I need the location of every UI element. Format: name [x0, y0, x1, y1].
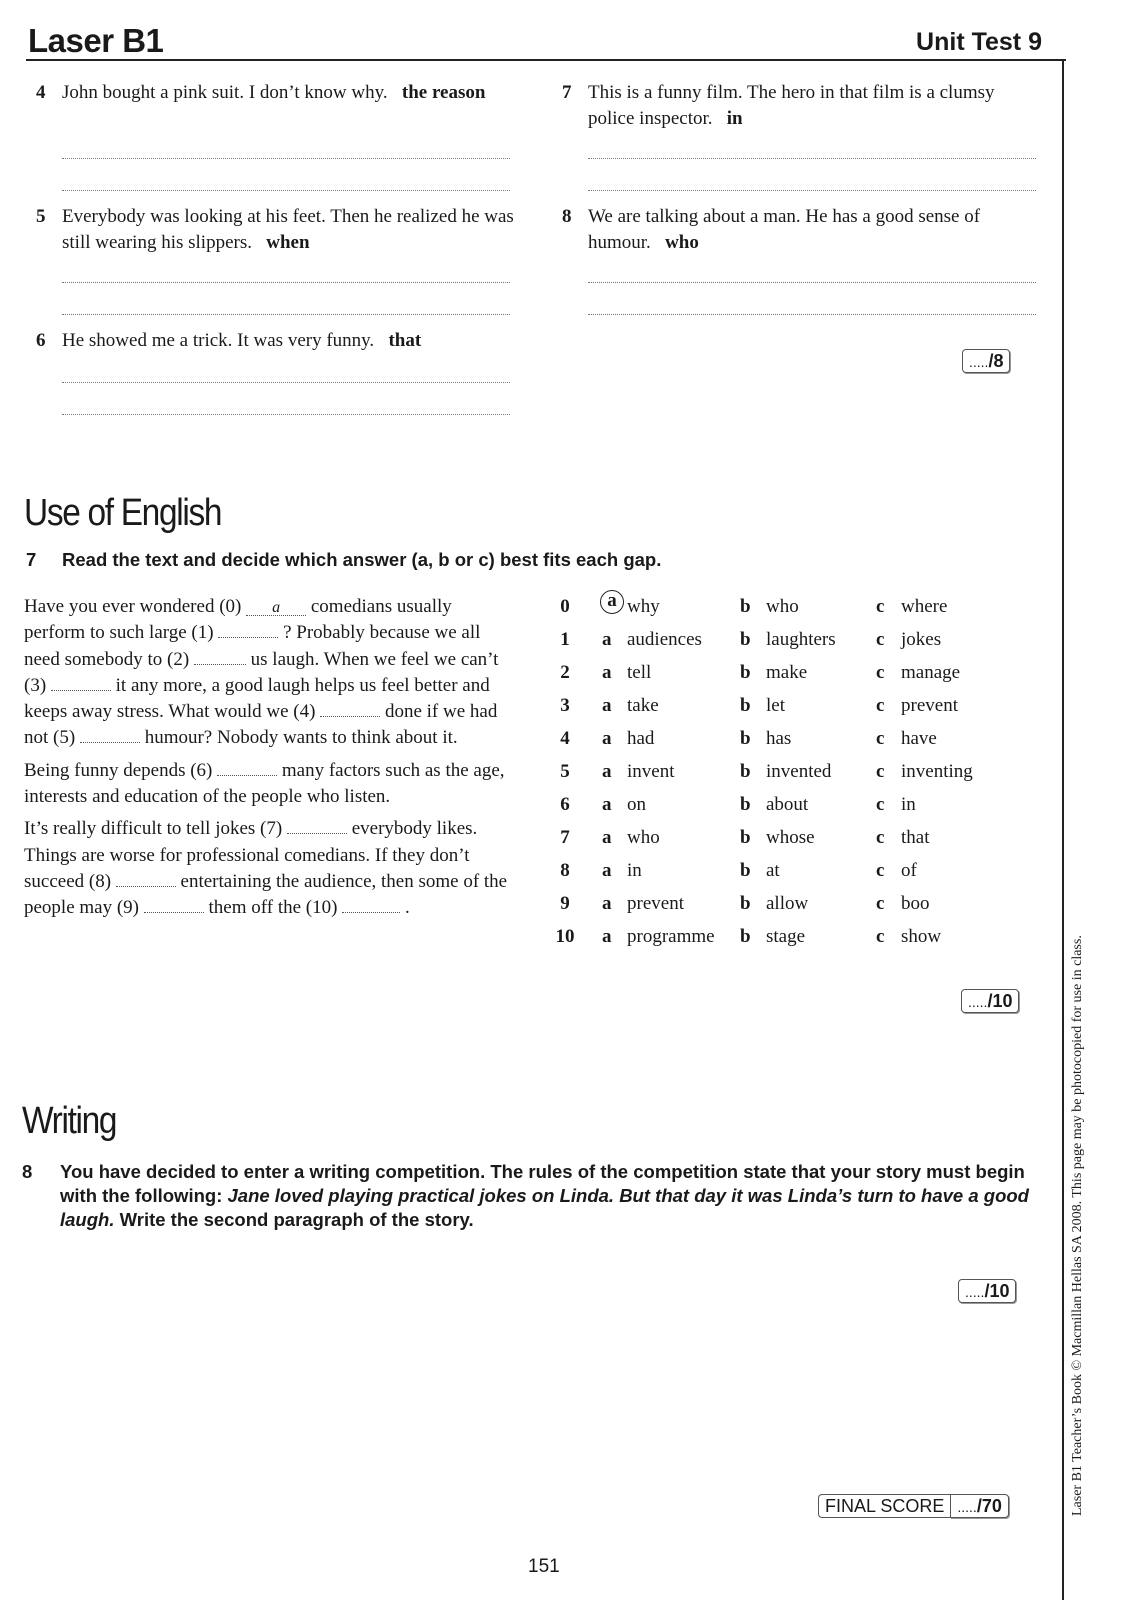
- option-3-b[interactable]: let: [766, 695, 785, 716]
- option-5-c[interactable]: inventing: [901, 761, 973, 782]
- answer-line[interactable]: [588, 190, 1036, 191]
- option-10-c[interactable]: show: [901, 926, 942, 947]
- option-3-c[interactable]: prevent: [901, 695, 958, 716]
- option-7-a[interactable]: who: [627, 827, 660, 848]
- answer-line[interactable]: [588, 158, 1036, 159]
- transform-item-8: 8 We are talking about a man. He has a good sense of humour. who: [562, 206, 981, 253]
- gap-6[interactable]: [217, 761, 277, 776]
- option-8-a[interactable]: in: [627, 860, 642, 881]
- option-8-b[interactable]: at: [766, 860, 780, 881]
- copyright-side-text: Laser B1 Teacher’s Book © Macmillan Hellas SA 2008. This page may be photocopied for use in class.: [1070, 935, 1085, 1516]
- transform-item-5: 5 Everybody was looking at his feet. Then he realized he was still wearing his slippers. when: [36, 206, 514, 253]
- option-4-b[interactable]: has: [766, 728, 792, 749]
- option-0-a[interactable]: why: [627, 596, 660, 617]
- header-rule: [26, 59, 1066, 61]
- circled-answer-a: a: [600, 590, 624, 614]
- option-10-a[interactable]: programme: [627, 926, 715, 947]
- option-0-c[interactable]: where: [901, 596, 948, 617]
- cloze-paragraph-1: Have you ever wondered (0) a comedians usually perform to such large (1) ? Probably because we all need somebody to (2) us laugh. When we feel we can’t (3) it any more, a good laugh helps us feel better and keeps away stress. What would we (4) done if we had not (5) humour? Nobody wants to think about it.: [24, 596, 499, 749]
- section-title-writing: Writing: [22, 1100, 117, 1142]
- transform-item-7: 7 This is a funny film. The hero in that film is a clumsy police inspector. in: [562, 82, 995, 129]
- option-5-b[interactable]: invented: [766, 761, 832, 782]
- option-1-b[interactable]: laughters: [766, 629, 836, 650]
- option-4-c[interactable]: have: [901, 728, 937, 749]
- option-4-a[interactable]: had: [627, 728, 655, 749]
- gap-2[interactable]: [194, 650, 246, 665]
- option-6-b[interactable]: about: [766, 794, 809, 815]
- option-7-c[interactable]: that: [901, 827, 930, 848]
- gap-0-example: a: [246, 601, 306, 616]
- answer-line[interactable]: [62, 158, 510, 159]
- option-9-a[interactable]: prevent: [627, 893, 684, 914]
- option-10-b[interactable]: stage: [766, 926, 806, 947]
- exercise-7-instruction: 7 Read the text and decide which answer (a, b or c) best fits each gap.: [26, 549, 662, 570]
- answer-line[interactable]: [62, 382, 510, 383]
- book-title: Laser B1: [28, 22, 164, 59]
- score-box-final[interactable]: ...../70: [950, 1494, 1008, 1518]
- section-title-use-of-english: Use of English: [24, 492, 222, 534]
- gap-9[interactable]: [144, 898, 204, 913]
- options-table: 0 a why b who c where 1 a audiences b laughters c jokes 2 a tell b make c manage 3 a take b let c prevent 4 a had b has c have 5 a invent b invented c inventing 6 a on b about c in 7 a who b whose c that 8 a in b at c of 9 a prevent b allow c boo 10 a programme b stage c show: [550, 590, 1020, 960]
- option-1-a[interactable]: audiences: [627, 629, 702, 650]
- score-box-transform[interactable]: ...../8: [962, 349, 1010, 373]
- gap-8[interactable]: [116, 872, 176, 887]
- exercise-8-instruction: 8 You have decided to enter a writing competition. The rules of the competition state that your story must begin with the following: Jane loved playing practical jokes on Linda. But that day it was Linda’s turn to have a good laugh. Write the second paragraph of the story.: [22, 1161, 1029, 1230]
- answer-line[interactable]: [588, 314, 1036, 315]
- score-box-use-of-english[interactable]: ...../10: [961, 989, 1019, 1013]
- answer-line[interactable]: [62, 282, 510, 283]
- option-1-c[interactable]: jokes: [901, 629, 942, 650]
- gap-1[interactable]: [218, 623, 278, 638]
- option-6-c[interactable]: in: [901, 794, 916, 815]
- option-2-c[interactable]: manage: [901, 662, 961, 683]
- option-9-c[interactable]: boo: [901, 893, 930, 914]
- page-number: 151: [528, 1556, 560, 1577]
- answer-line[interactable]: [62, 190, 510, 191]
- gap-10[interactable]: [342, 898, 400, 913]
- transform-item-4: 4 John bought a pink suit. I don’t know why. the reason: [36, 82, 486, 103]
- transform-item-6: 6 He showed me a trick. It was very funny. that: [36, 330, 422, 351]
- gap-3[interactable]: [51, 676, 111, 691]
- option-6-a[interactable]: on: [627, 794, 646, 815]
- margin-rule: [1062, 60, 1064, 1600]
- unit-title: Unit Test 9: [916, 28, 1042, 56]
- cloze-paragraph-2: Being funny depends (6) many factors such as the age, interests and education of the people who listen.: [24, 759, 505, 808]
- gap-7[interactable]: [287, 819, 347, 834]
- option-0-b[interactable]: who: [766, 596, 799, 617]
- final-score: [818, 1494, 1009, 1518]
- cloze-text: [24, 594, 512, 922]
- answer-line[interactable]: [588, 282, 1036, 283]
- option-2-b[interactable]: make: [766, 662, 808, 683]
- option-5-a[interactable]: invent: [627, 761, 675, 782]
- score-box-writing[interactable]: ...../10: [958, 1279, 1016, 1303]
- option-3-a[interactable]: take: [627, 695, 659, 716]
- option-7-b[interactable]: whose: [766, 827, 815, 848]
- answer-line[interactable]: [62, 314, 510, 315]
- option-8-c[interactable]: of: [901, 860, 917, 881]
- gap-5[interactable]: [80, 728, 140, 743]
- answer-line[interactable]: [62, 414, 510, 415]
- option-2-a[interactable]: tell: [627, 662, 652, 683]
- final-score-label: FINAL SCORE: [818, 1494, 950, 1518]
- gap-4[interactable]: [320, 702, 380, 717]
- cloze-paragraph-3: It’s really difficult to tell jokes (7) everybody likes. Things are worse for professional comedians. If they don’t succeed (8) entertaining the audience, then some of the people may (9) them off the (10) .: [24, 818, 508, 919]
- option-9-b[interactable]: allow: [766, 893, 809, 914]
